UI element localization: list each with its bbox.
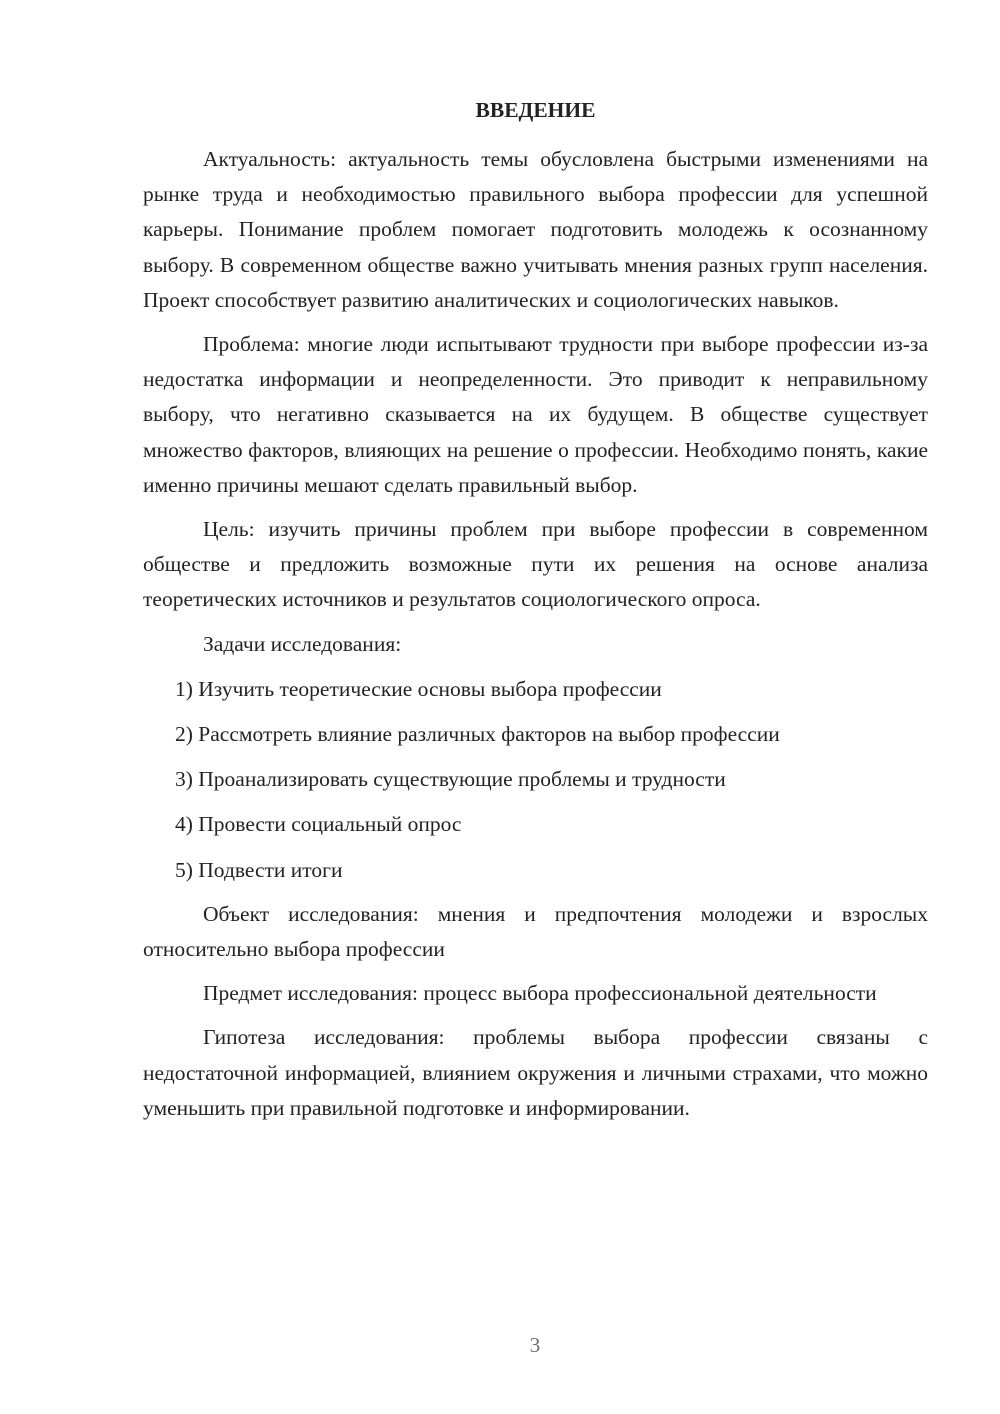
task-item: 1) Изучить теоретические основы выбора профессии bbox=[175, 676, 662, 701]
page-number: 3 bbox=[529, 1333, 541, 1357]
goal-paragraph: Цель: изучить причины проблем при выборе профессии в современном обществе и предложить возможные пути их решения на основе анализа теоретических источников и результатов социологического опроса. bbox=[143, 517, 928, 612]
subject-paragraph: Предмет исследования: процесс выбора профессиональной деятельности bbox=[203, 981, 877, 1006]
object-paragraph: Объект исследования: мнения и предпочтения молодежи и взрослых относительно выбора профессии bbox=[143, 901, 928, 962]
problem-paragraph: Проблема: многие люди испытывают трудности при выборе профессии из-за недостатка информации и неопределенности. Это приводит к неправильному выбору, что негативно сказывается на их будущем. В обществе существует множество факторов, влияющих на решение о профессии. Необходимо понять, какие именно причины мешают сделать правильный выбор. bbox=[143, 332, 928, 497]
task-item: 5) Подвести итоги bbox=[175, 857, 343, 882]
tasks-heading: Задачи исследования: bbox=[203, 631, 402, 656]
task-item: 3) Проанализировать существующие проблемы и трудности bbox=[175, 767, 726, 792]
task-item: 4) Провести социальный опрос bbox=[175, 812, 462, 837]
section-title: ВВЕДЕНИЕ bbox=[475, 98, 596, 122]
tasks-list bbox=[143, 672, 928, 888]
relevance-paragraph: Актуальность: актуальность темы обусловлена быстрыми изменениями на рынке труда и необходимостью правильного выбора профессии для успешной карьеры. Понимание проблем помогает подготовить молодежь к осознанному выбору. В современном обществе важно учитывать мнения разных групп населения. Проект способствует развитию аналитических и социологических навыков. bbox=[143, 147, 928, 312]
task-item: 2) Рассмотреть влияние различных факторов на выбор профессии bbox=[175, 722, 780, 747]
document-page bbox=[143, 93, 928, 1126]
hypothesis-paragraph: Гипотеза исследования: проблемы выбора профессии связаны с недостаточной информацией, влиянием окружения и личными страхами, что можно уменьшить при правильной подготовке и информировании. bbox=[143, 1025, 928, 1120]
